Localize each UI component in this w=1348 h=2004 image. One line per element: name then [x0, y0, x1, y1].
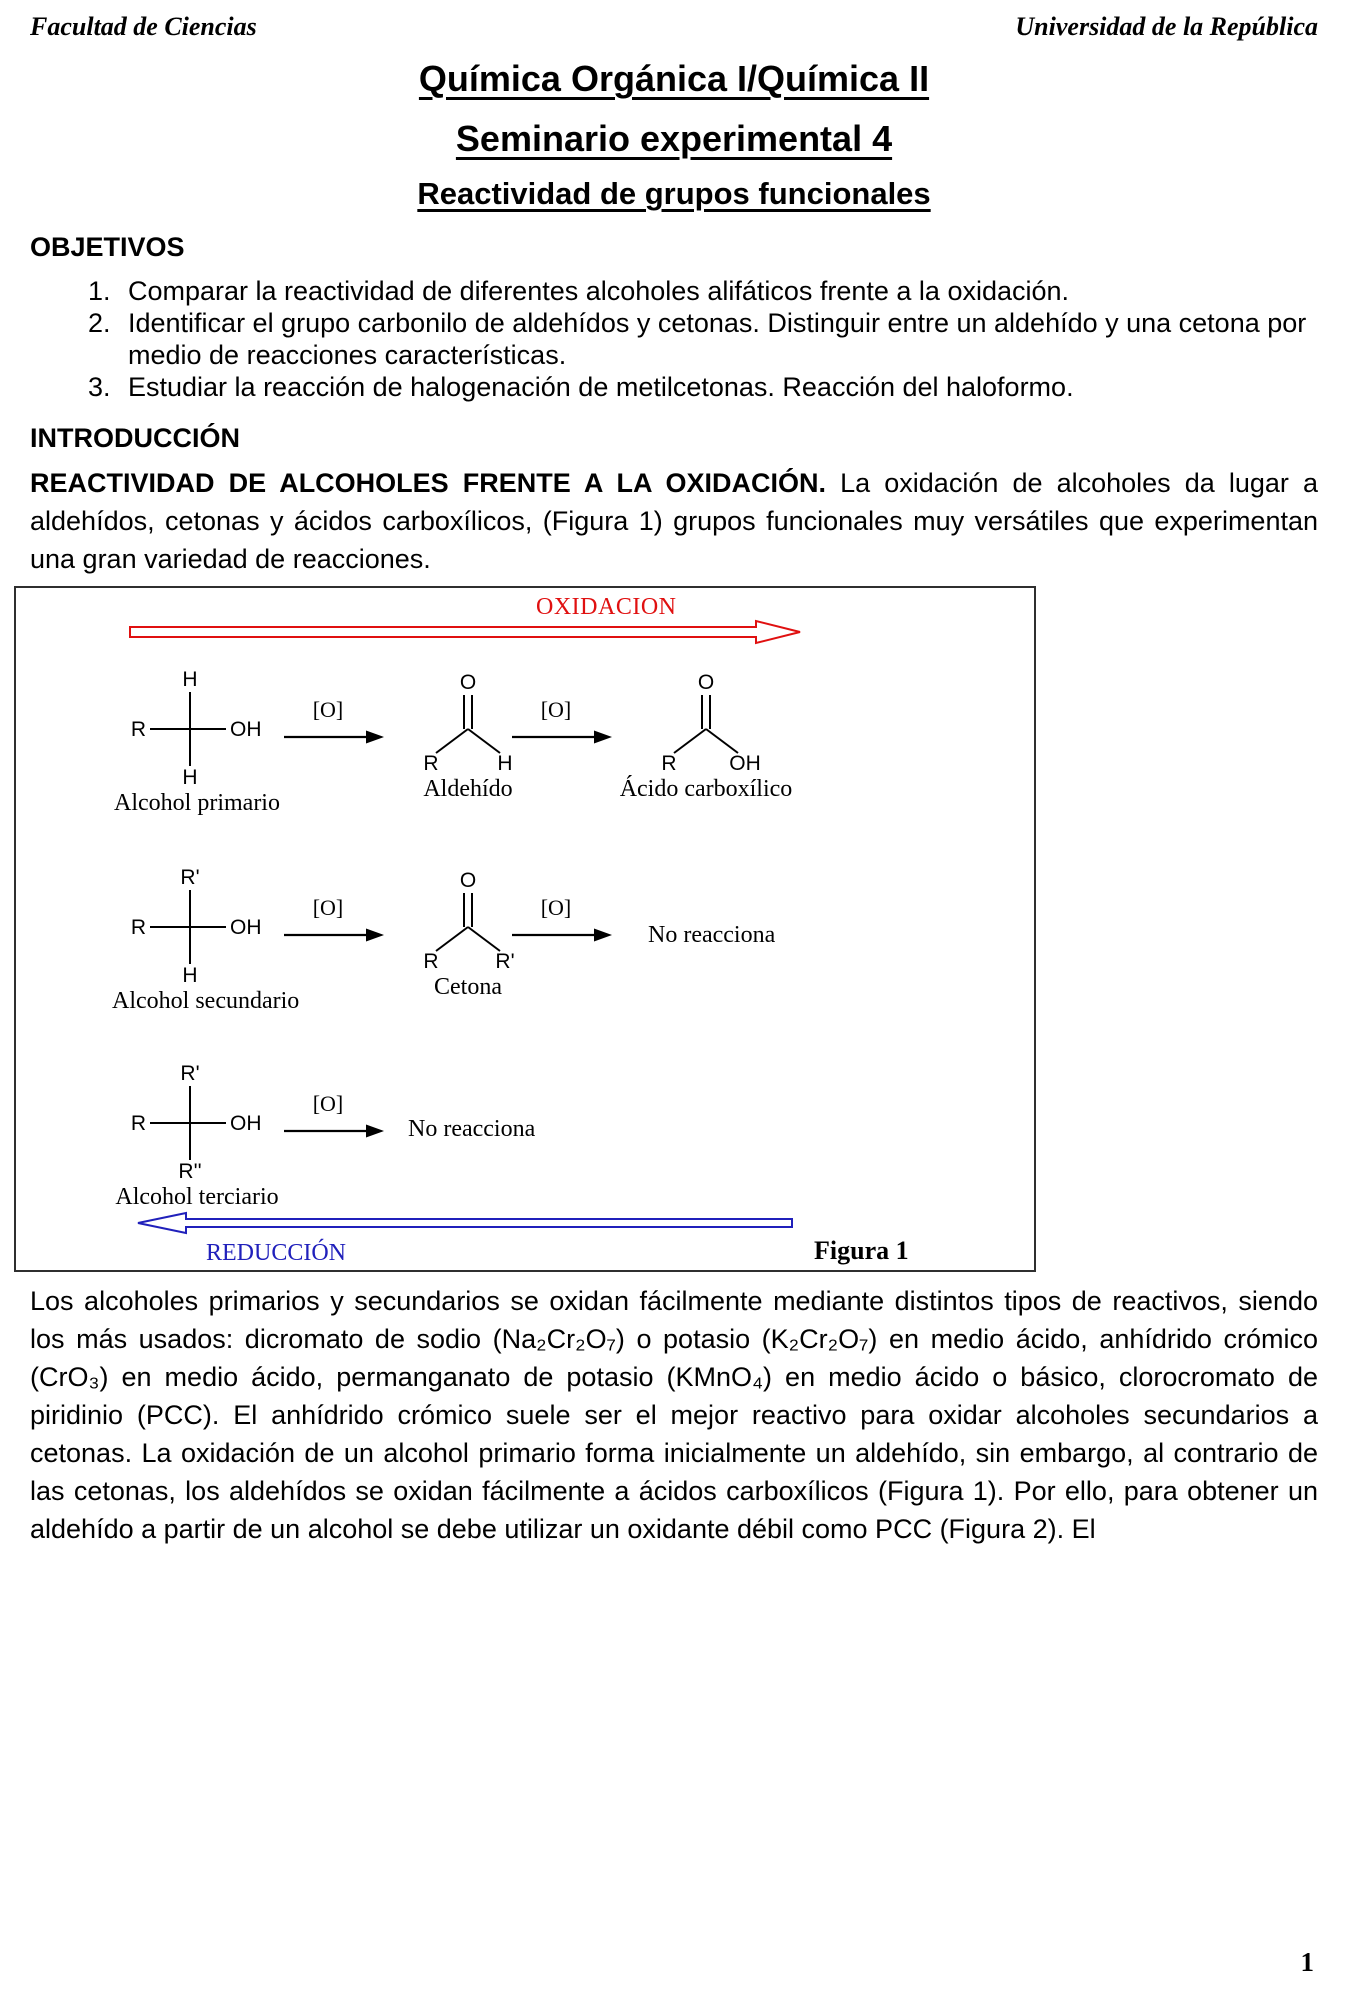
page-number: 1 — [1300, 1947, 1314, 1977]
atom-label-top: H — [182, 670, 198, 691]
intro-rest-text: La oxidación de alcoholes da lugar a aldehídos, cetonas y ácidos carboxílicos, (Figura 1) grupos funcionales muy versátiles que experimentan una gran variedad de reacciones. — [30, 468, 1319, 574]
atom-label-top: O — [459, 674, 477, 694]
bond — [468, 729, 500, 753]
structure-caption: Aldehído — [423, 776, 513, 802]
oxidation-arrow-shape — [130, 621, 800, 643]
objective-item — [88, 275, 1312, 307]
arrow-head — [594, 731, 612, 744]
oxidation-arrow-icon — [128, 618, 804, 646]
atom-label-left: R — [130, 1112, 146, 1135]
oxidants-paragraph-text: Los alcoholes primarios y secundarios se oxidan fácilmente mediante distintos tipos de reactivos, siendo los más usados: dicromato de sodio (Na₂Cr₂O₇) o potasio (K₂Cr₂O₇) en medio ácido, anhídrido crómico (CrO₃) en medio ácido, permanganato de potasio (KMnO₄) en medio ácido o básico, clorocromato de piridinio (PCC). El anhídrido crómico suele ser el mejor reactivo para oxidar alcoholes secundarios a cetonas. La oxidación de un alcohol primario forma inicialmente un aldehído, sin embargo, al contrario de las cetonas, los aldehídos se oxidan fácilmente a ácidos carboxílicos (Figura 1). Por ello, para obtener un aldehído a partir de un alcohol se debe utilizar un oxidante débil como PCC (Figura 2). El — [30, 1286, 1318, 1544]
atom-label-right: OH — [230, 1112, 262, 1135]
objective-text: Estudiar la reacción de halogenación de metilcetonas. Reacción del haloformo. — [128, 372, 1074, 402]
reduction-arrow-shape — [138, 1213, 792, 1233]
oxidant-label: [O] — [312, 898, 344, 920]
carboxylic-acid-skeleton — [631, 674, 781, 774]
structure-caption: Ácido carboxílico — [619, 776, 793, 802]
structure-caption: Cetona — [434, 974, 502, 1000]
atom-label-top: O — [459, 872, 477, 892]
objective-item — [88, 371, 1312, 403]
oxidant-label: [O] — [540, 898, 572, 920]
reaction-arrow-icon — [510, 700, 614, 748]
structure-primary-alcohol — [112, 670, 282, 817]
secondary-alcohol-skeleton — [122, 868, 272, 986]
primary-alcohol-skeleton — [122, 670, 272, 788]
oxidant-label: [O] — [312, 1094, 344, 1116]
atom-label-left: R — [661, 752, 677, 774]
atom-label-top: R' — [180, 868, 200, 889]
introduccion-heading: INTRODUCCIÓN — [30, 423, 240, 453]
oxidant-label: [O] — [312, 700, 344, 722]
reaction-arrow-icon — [282, 898, 386, 946]
reduction-label: REDUCCIÓN — [206, 1240, 347, 1266]
objetivos-heading: OBJETIVOS — [30, 232, 185, 262]
atom-label-bottom: R'' — [178, 1160, 202, 1182]
atom-label-left: R — [130, 916, 146, 939]
atom-label-right: H — [497, 752, 513, 774]
structure-caption: Alcohol terciario — [115, 1184, 279, 1210]
header-right-text: Universidad de la República — [1015, 12, 1318, 41]
atom-label-right: OH — [230, 718, 262, 741]
atom-label-top: R' — [180, 1064, 200, 1085]
atom-label-right: OH — [230, 916, 262, 939]
topic-title: Reactividad de grupos funcionales — [417, 176, 931, 211]
structure-secondary-alcohol — [112, 868, 300, 1015]
structure-caption: Alcohol secundario — [112, 988, 300, 1014]
bond — [674, 729, 706, 753]
atom-label-left: R — [423, 950, 439, 972]
objective-item — [88, 307, 1312, 371]
arrow-head — [366, 731, 384, 744]
structure-carboxylic-acid — [616, 674, 796, 803]
page-header — [30, 12, 1318, 42]
oxidants-paragraph — [30, 1282, 1318, 1548]
figura-1 — [14, 586, 1036, 1272]
intro-lead-text: REACTIVIDAD DE ALCOHOLES FRENTE A LA OXIDACIÓN. — [30, 468, 827, 498]
atom-label-bottom: H — [182, 766, 198, 788]
objetivos-list — [30, 275, 1318, 403]
reaction-arrow-icon — [282, 700, 386, 748]
header-left-text: Facultad de Ciencias — [30, 12, 257, 41]
oxidant-label: [O] — [540, 700, 572, 722]
bond — [436, 729, 468, 753]
arrow-head — [594, 929, 612, 942]
no-reaction-text: No reacciona — [648, 922, 776, 948]
atom-label-bottom: H — [182, 964, 198, 986]
objective-text: Identificar el grupo carbonilo de aldehídos y cetonas. Distinguir entre un aldehído y una cetona por medio de reacciones características. — [128, 308, 1307, 370]
atom-label-right: R' — [495, 950, 515, 972]
oxidation-label: OXIDACION — [536, 594, 677, 620]
bond — [706, 729, 738, 753]
objective-text: Comparar la reactividad de diferentes alcoholes alifáticos frente a la oxidación. — [128, 276, 1070, 306]
intro-paragraph — [30, 464, 1318, 578]
reaction-arrow-icon — [282, 1094, 386, 1142]
atom-label-top: O — [697, 674, 715, 694]
reduction-arrow-icon — [134, 1210, 794, 1236]
atom-label-left: R — [423, 752, 439, 774]
atom-label-left: R — [130, 718, 146, 741]
reaction-arrow-icon — [510, 898, 614, 946]
arrow-head — [366, 929, 384, 942]
tertiary-alcohol-skeleton — [122, 1064, 272, 1182]
structure-tertiary-alcohol — [112, 1064, 282, 1211]
figure-caption: Figura 1 — [814, 1236, 909, 1265]
objective-number: 3. — [88, 372, 111, 402]
objective-number: 1. — [88, 276, 111, 306]
atom-label-right: OH — [729, 752, 761, 774]
arrow-head — [366, 1125, 384, 1138]
course-title: Química Orgánica I/Química II — [418, 58, 930, 99]
no-reaction-text: No reacciona — [408, 1116, 536, 1142]
structure-caption: Alcohol primario — [114, 790, 280, 816]
seminar-title: Seminario experimental 4 — [455, 118, 893, 159]
objective-number: 2. — [88, 308, 111, 338]
bond — [436, 927, 468, 951]
bond — [468, 927, 500, 951]
